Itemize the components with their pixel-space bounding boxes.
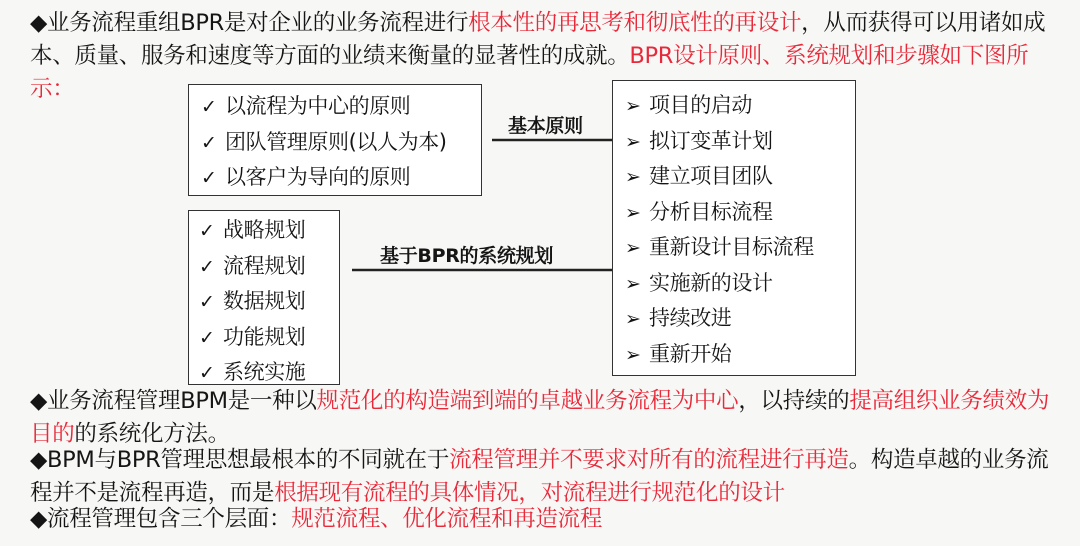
steps-list [625, 88, 855, 372]
bpm-text-2: ，以持续的 [738, 388, 850, 414]
diff-highlight-1: 流程管理并不要求对所有的流程进行再造 [449, 447, 849, 473]
levels-paragraph [30, 503, 1060, 536]
bpm-highlight-1: 规范化的构造端到端的卓越业务流程为中心 [316, 388, 739, 414]
planning-item [199, 249, 339, 285]
planning-item-label: 数据规划 [223, 289, 306, 313]
bpm-bpr-paragraph [30, 444, 1060, 510]
planning-list [199, 213, 339, 391]
principles-list [201, 89, 481, 196]
arrow-label-principles: 基本原则 [508, 115, 583, 137]
step-item-label: 分析目标流程 [649, 199, 773, 224]
step-item-label: 重新设计目标流程 [649, 235, 814, 259]
principle-item-label: 以流程为中心的原则 [225, 94, 411, 118]
planning-item-label: 系统实施 [223, 360, 306, 384]
planning-item-label: 功能规划 [223, 324, 306, 349]
step-item-label: 实施新的设计 [649, 270, 773, 295]
planning-item-marker: ✓ [199, 291, 215, 313]
planning-item [199, 320, 339, 356]
bpm-text-3: 的系统化方法。 [74, 421, 230, 447]
planning-item-marker: ✓ [199, 326, 215, 349]
step-item-marker: ➢ [625, 201, 641, 224]
bpm-text-1: ◆业务流程管理BPM是一种以 [30, 388, 317, 414]
diff-text-1: ◆BPM与BPR管理思想最根本的不同就在于 [30, 447, 450, 473]
principle-item [201, 125, 481, 161]
step-item-label: 重新开始 [649, 341, 732, 366]
step-item-marker: ➢ [625, 166, 641, 188]
principle-item [201, 160, 481, 196]
planning-item [199, 213, 339, 249]
planning-item-marker: ✓ [199, 255, 215, 278]
step-item-marker: ➢ [625, 308, 641, 330]
intro-text-1: ◆业务流程重组BPR是对企业的业务流程进行 [30, 10, 469, 36]
steps-box [612, 80, 856, 376]
intro-highlight-1: 根本性的再思考和彻底性的再设计 [468, 10, 802, 36]
levels-text: ◆流程管理包含三个层面： [30, 506, 292, 532]
principle-item-label: 团队管理原则(以人为本) [225, 129, 447, 154]
step-item-marker: ➢ [625, 95, 641, 117]
diff-text-2: 。构造卓越的业务流程并不是流程再造，而是 [30, 447, 1049, 506]
intro-highlight-2: BPR设计原则、系统规划和步骤如下图所示： [30, 43, 1029, 102]
step-item [625, 88, 855, 124]
diff-highlight-2: 根据现有流程的具体情况，对流程进行规范化的设计 [274, 480, 785, 506]
planning-box [188, 210, 340, 385]
principle-item [201, 89, 481, 125]
arrow-label-planning: 基于BPR的系统规划 [380, 245, 554, 267]
planning-item-marker: ✓ [199, 362, 215, 384]
step-item-label: 建立项目团队 [649, 164, 773, 188]
step-item-marker: ➢ [625, 343, 641, 366]
step-item [625, 301, 855, 337]
principle-item-label: 以客户为导向的原则 [225, 165, 411, 189]
step-item [625, 337, 855, 373]
planning-item-label: 战略规划 [223, 218, 306, 242]
step-item-label: 项目的启动 [649, 93, 752, 117]
step-item-marker: ➢ [625, 130, 641, 153]
step-item [625, 159, 855, 195]
intro-text-2: ，从而获得可以用诸如成本、质量、服务和速度等方面的业绩来衡量的显著性的成就。 [30, 10, 1046, 69]
planning-item-label: 流程规划 [223, 253, 306, 278]
bpm-paragraph [30, 385, 1060, 451]
principles-box [188, 84, 482, 196]
principle-item-marker: ✓ [201, 131, 217, 154]
step-item-marker: ➢ [625, 237, 641, 259]
step-item [625, 230, 855, 266]
step-item-marker: ➢ [625, 272, 641, 295]
planning-item-marker: ✓ [199, 220, 215, 242]
step-item [625, 195, 855, 231]
step-item [625, 124, 855, 160]
step-item-label: 拟订变革计划 [649, 128, 773, 153]
step-item [625, 266, 855, 302]
levels-highlight: 规范流程、优化流程和再造流程 [291, 506, 603, 532]
principle-item-marker: ✓ [201, 167, 217, 189]
principle-item-marker: ✓ [201, 96, 217, 118]
step-item-label: 持续改进 [649, 306, 732, 330]
bpm-highlight-2: 提高组织业务绩效为目的 [30, 388, 1050, 447]
planning-item [199, 284, 339, 320]
